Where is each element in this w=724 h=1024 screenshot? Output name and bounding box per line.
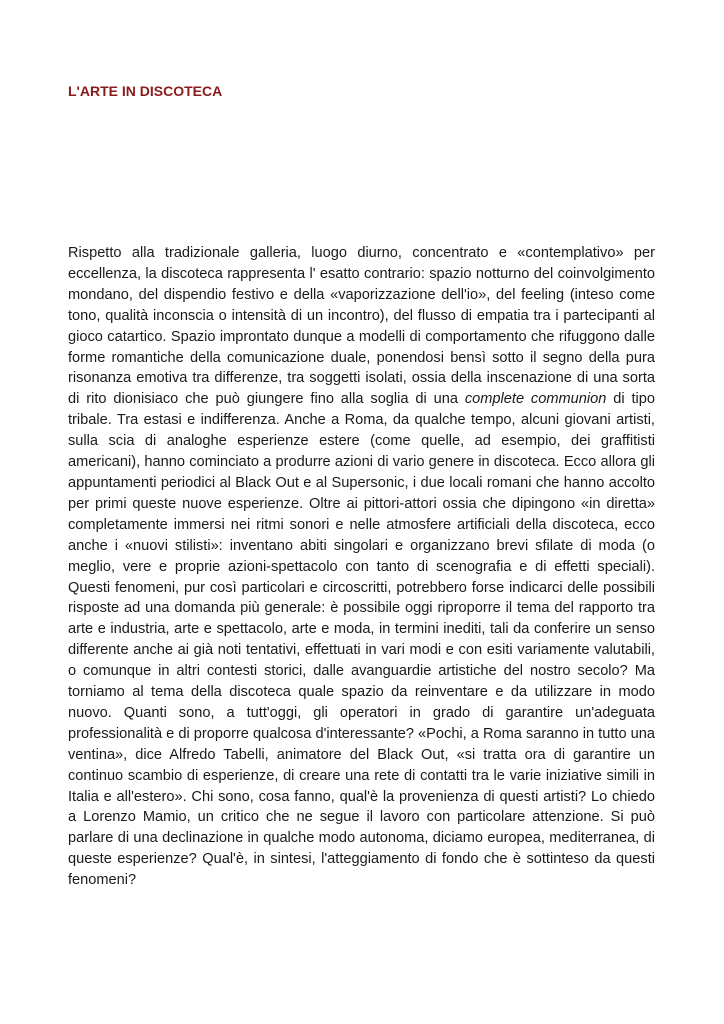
document-title: L'ARTE IN DISCOTECA <box>68 83 223 99</box>
body-text-part-1: Rispetto alla tradizionale galleria, luogo diurno, concentrato e «contemplativo» per eccellenza, la discoteca rappresenta l' esatto contrario: spazio notturno del coinvolgimento mondano, del dispendio festivo e della «vaporizzazione dell'io», del feeling (inteso come tono, qualità inconscia o intensità di un incontro), del flusso di empatia tra i partecipanti al gioco catartico. Spazio improntato dunque a modelli di comportamento che rifuggono dalle forme romantiche della comunicazione duale, ponendosi bensì sotto il segno della pura risonanza emotiva tra differenze, tra soggetti isolati, ossia della inscenazione di una sorta di rito dionisiaco che può giungere fino alla soglia di una <box>68 245 655 408</box>
body-paragraph <box>68 243 655 891</box>
body-text-emphasis: complete communion <box>464 391 607 408</box>
body-text-part-2: di tipo tribale. Tra estasi e indifferenza. Anche a Roma, da qualche tempo, alcuni giovani artisti, sulla scia di analoghe esperienze estere (come quelle, ad esempio, dei graffitisti americani), hanno cominciato a produrre azioni di vario genere in discoteca. Ecco allora gli appuntamenti periodici al Black Out e al Supersonic, i due locali romani che hanno accolto per primi queste nuove esperienze. Oltre ai pittori-attori ossia che dipingono «in diretta» completamente immersi nei ritmi sonori e nelle atmosfere artificiali della discoteca, ecco anche i «nuovi stilisti»: inventano abiti singolari e organizzano brevi sfilate di moda (o meglio, vere e proprie azioni-spettacolo con tanto di scenografia e di effetti speciali). Questi fenomeni, pur così particolari e circoscritti, potrebbero forse indicarci delle possibili risposte ad una domanda più generale: è possibile oggi riproporre il tema del rapporto tra arte e industria, arte e spettacolo, arte e moda, in termini inediti, tali da conferire un senso differente anche ai già noti tentativi, effettuati in vari modi e con esiti variamente valutabili, o comunque in altri contesti storici, dalle avanguardie artistiche del nostro secolo? Ma torniamo al tema della discoteca quale spazio da reinventare e da utilizzare in modo nuovo. Quanti sono, a tutt'oggi, gli operatori in grado di garantire un'adeguata professionalità e di proporre qualcosa d'interessante? «Pochi, a Roma saranno in tutto una ventina», dice Alfredo Tabelli, animatore del Black Out, «si tratta ora di garantire un continuo scambio di esperienze, di creare una rete di contatti tra le varie iniziative simili in Italia e all'estero». Chi sono, cosa fanno, qual'è la provenienza di questi artisti? Lo chiedo a Lorenzo Mamio, un critico che ne segue il lavoro con particolare attenzione. Si può parlare di una declinazione in qualche modo autonoma, diciamo europea, mediterranea, di queste esperienze? Qual'è, in sintesi, l'atteggiamento di fondo che è sottinteso da questi fenomeni? <box>68 391 655 889</box>
